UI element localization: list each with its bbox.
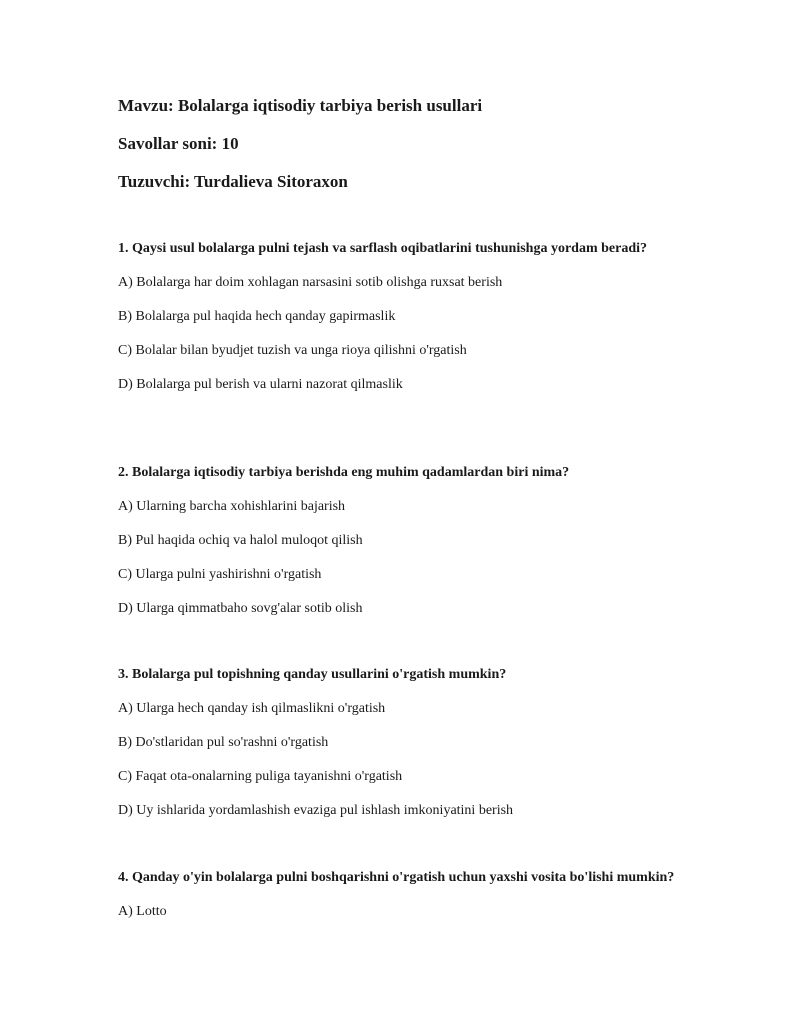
question-3 [118,664,698,821]
answer-option: C) Ularga pulni yashirishni o'rgatish [118,567,322,582]
answer-options [118,273,698,395]
answer-options [118,902,698,922]
answer-option: A) Lotto [118,904,167,919]
answer-option: B) Do'stlaridan pul so'rashni o'rgatish [118,735,329,750]
answer-option: D) Bolalarga pul berish va ularni nazorat qilmaslik [118,377,403,392]
answer-option: B) Pul haqida ochiq va halol muloqot qilish [118,533,363,548]
answer-option: C) Bolalar bilan byudjet tuzish va unga rioya qilishni o'rgatish [118,343,467,358]
answer-option: B) Bolalarga pul haqida hech qanday gapirmaslik [118,309,396,324]
answer-options [118,497,698,619]
question-text: 4. Qanday o'yin bolalarga pulni boshqarishni o'rgatish uchun yaxshi vosita bo'lishi mumkin? [118,870,675,885]
answer-option: A) Bolalarga har doim xohlagan narsasini sotib olishga ruxsat berish [118,275,503,290]
answer-option: D) Ularga qimmatbaho sovg'alar sotib olish [118,601,363,616]
question-text: 2. Bolalarga iqtisodiy tarbiya berishda eng muhim qadamlardan biri nima? [118,465,570,480]
question-text: 3. Bolalarga pul topishning qanday usullarini o'rgatish mumkin? [118,667,507,682]
question-2 [118,462,698,619]
topic-title: Mavzu: Bolalarga iqtisodiy tarbiya berish usullari [118,96,483,115]
question-count: Savollar soni: 10 [118,134,239,153]
question-1 [118,238,698,395]
document-header [118,94,758,208]
answer-options [118,699,698,821]
answer-option: A) Ularning barcha xohishlarini bajarish [118,499,346,514]
answer-option: C) Faqat ota-onalarning puliga tayanishni o'rgatish [118,769,403,784]
question-4 [118,867,698,922]
answer-option: A) Ularga hech qanday ish qilmaslikni o'rgatish [118,701,386,716]
author-line: Tuzuvchi: Turdalieva Sitoraxon [118,172,348,191]
answer-option: D) Uy ishlarida yordamlashish evaziga pul ishlash imkoniyatini berish [118,803,514,818]
question-text: 1. Qaysi usul bolalarga pulni tejash va sarflash oqibatlarini tushunishga yordam beradi? [118,241,647,256]
